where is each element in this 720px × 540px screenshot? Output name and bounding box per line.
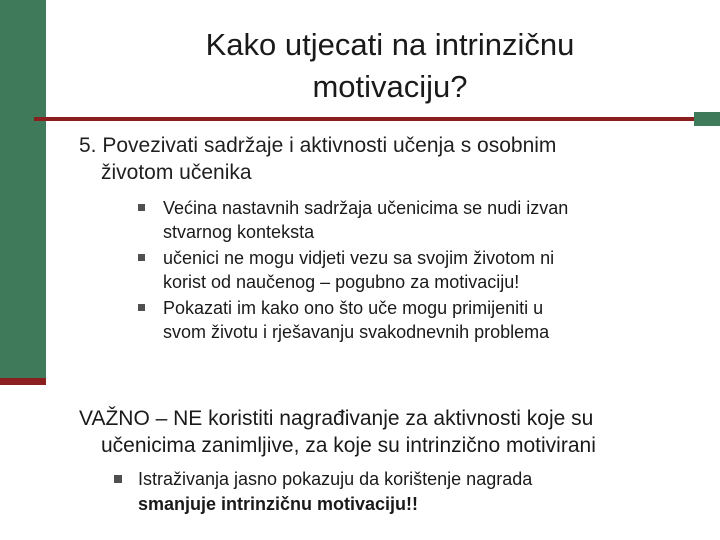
square-bullet-icon xyxy=(138,304,145,311)
point-5-line-1: 5. Povezivati sadržaje i aktivnosti učenja s osobnim xyxy=(79,134,557,157)
square-bullet-icon xyxy=(138,204,145,211)
list-item xyxy=(163,196,693,244)
slide-title xyxy=(150,24,630,108)
sub-item-line-2: svom životu i rješavanju svakodnevnih problema xyxy=(163,322,550,342)
research-line-1: Istraživanja jasno pokazuju da korištenje nagrada xyxy=(138,469,533,489)
title-line-1: Kako utjecati na intrinzičnu xyxy=(205,27,575,62)
point-5 xyxy=(79,132,699,186)
important-line-2: učenicima zanimljive, za koje su intrinzično motivirani xyxy=(101,434,596,457)
important-note xyxy=(79,405,709,459)
list-item xyxy=(163,246,693,294)
point-5-line-2: životom učenika xyxy=(101,161,252,184)
square-bullet-icon xyxy=(138,254,145,261)
point-5-sub-list xyxy=(163,196,693,346)
title-divider xyxy=(34,117,720,121)
sub-item-line-1: Većina nastavnih sadržaja učenicima se nudi izvan xyxy=(163,198,569,218)
list-item xyxy=(163,296,693,344)
side-bar-accent-line xyxy=(0,378,46,385)
square-bullet-icon xyxy=(114,475,122,483)
important-line-1: VAŽNO – NE koristiti nagrađivanje za aktivnosti koje su xyxy=(79,407,594,430)
sub-item-line-2: stvarnog konteksta xyxy=(163,222,315,242)
sub-item-line-2: korist od naučenog – pogubno za motivaciju! xyxy=(163,272,520,292)
sub-item-line-1: Pokazati im kako ono što uče mogu primijeniti u xyxy=(163,298,544,318)
title-divider-corner xyxy=(694,112,720,126)
sub-item-line-1: učenici ne mogu vidjeti vezu sa svojim životom ni xyxy=(163,248,555,268)
research-note xyxy=(138,467,698,517)
title-line-2: motivaciju? xyxy=(312,69,468,104)
research-line-2: smanjuje intrinzičnu motivaciju!! xyxy=(138,494,419,514)
decorative-side-bar xyxy=(0,0,46,385)
